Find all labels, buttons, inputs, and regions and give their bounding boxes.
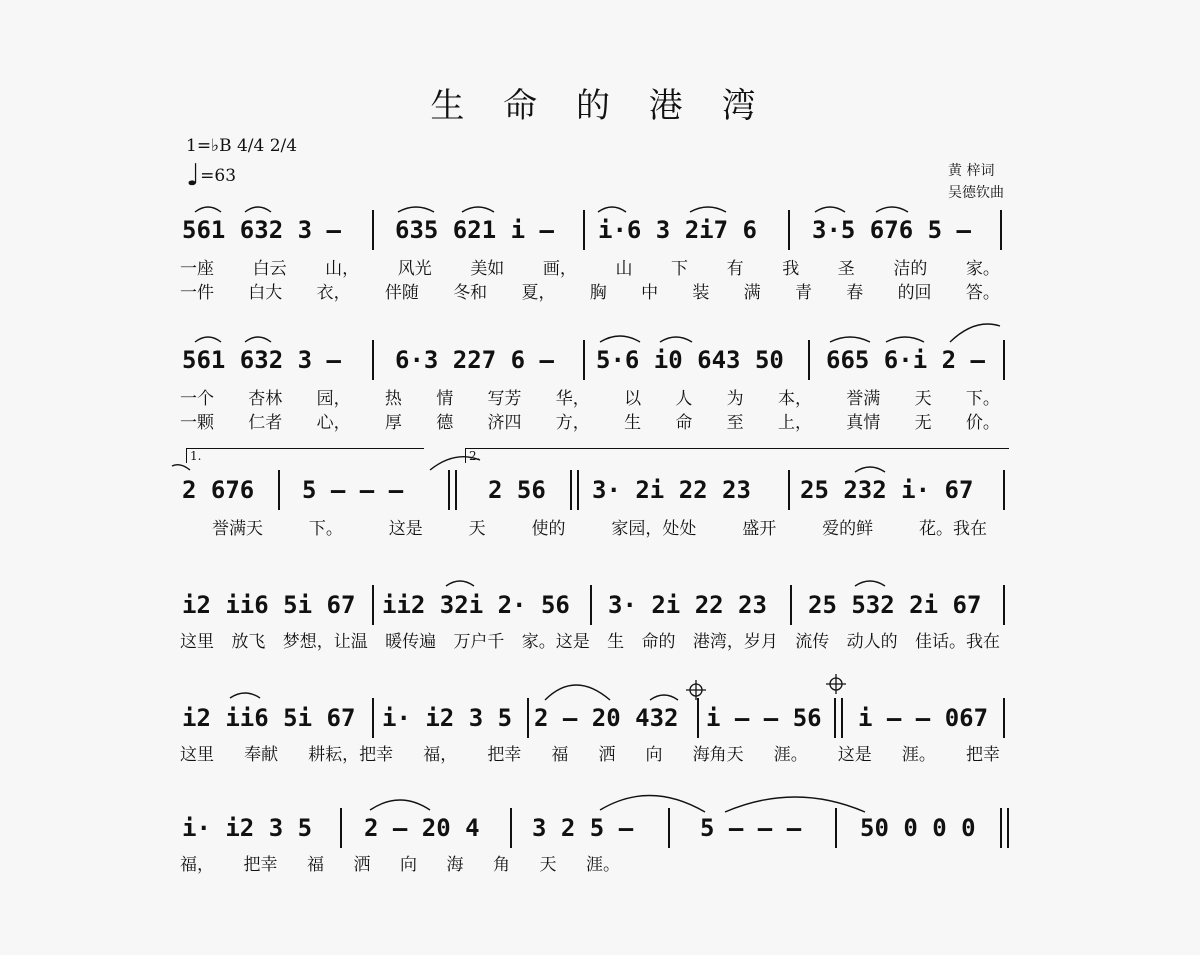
lyric: 耕耘，把幸 (308, 745, 394, 765)
notation-line (0, 470, 1200, 510)
lyric: 我 (782, 259, 800, 279)
lyric: 山， (325, 259, 360, 279)
lyric: 放飞 (231, 632, 266, 652)
lyric: 杏林 (248, 389, 283, 409)
lyric: 流传 (795, 632, 830, 652)
lyric: 动人的 (846, 632, 898, 652)
lyric: 涯。 (901, 745, 936, 765)
lyric: 这里 (180, 745, 214, 765)
lyric: 暖传遍 (385, 632, 437, 652)
volta-2: 2. (465, 448, 1009, 463)
lyric: 福 (551, 745, 569, 765)
barline (372, 585, 374, 625)
measure: i2 ii6 5i 67 (182, 591, 356, 619)
repeat-end-barline (834, 698, 843, 738)
lyrics-verse-1 (180, 740, 1000, 766)
lyric: 夏， (521, 283, 556, 303)
lyric: 真情 (846, 413, 881, 433)
barline (788, 470, 790, 510)
barline (790, 585, 792, 625)
measure: 2 – 20 4 (364, 814, 480, 842)
lyric: 下。 (308, 519, 343, 539)
coda-icon (826, 674, 846, 694)
measure: 3 2 5 – (532, 814, 634, 842)
lyric: 园， (316, 389, 351, 409)
barline (668, 808, 670, 848)
lyric: 天 (914, 389, 932, 409)
lyric: 白大 (248, 283, 283, 303)
lyrics-verse-2 (180, 408, 1000, 434)
lyric: 港湾，岁月 (692, 632, 778, 652)
lyric: 有 (726, 259, 744, 279)
lyrics-verse-1 (180, 254, 1000, 280)
repeat-start-barline (570, 470, 579, 510)
lyric: 白云 (252, 259, 287, 279)
lyrics-verse-1 (180, 850, 620, 876)
lyric: 涯。 (773, 745, 808, 765)
measure: i·6 3 2i7 6 (598, 216, 757, 244)
lyric: 伴随 (384, 283, 419, 303)
measure: 3·5 676 5 – (812, 216, 971, 244)
lyric: 人 (675, 389, 693, 409)
notation-line (0, 340, 1200, 380)
lyric: 价。 (965, 413, 1000, 433)
repeat-end-barline (448, 470, 457, 510)
lyric: 生 (624, 413, 642, 433)
barline (1003, 340, 1005, 380)
measure: 25 532 2i 67 (808, 591, 982, 619)
measure: ii2 32i 2· 56 (382, 591, 570, 619)
measure: 561 632 3 – (182, 216, 341, 244)
lyric: 洒 (353, 855, 371, 875)
lyric: 冬和 (453, 283, 488, 303)
lyrics-verse-1 (180, 627, 1000, 653)
lyric: 佳话。我在 (914, 632, 1000, 652)
lyric: 命的 (641, 632, 676, 652)
barline (510, 808, 512, 848)
lyric: 使的 (531, 519, 566, 539)
lyric: 画， (542, 259, 577, 279)
lyrics-verse-1 (180, 384, 1000, 410)
lyric: 奉献 (244, 745, 279, 765)
lyric: 德 (436, 413, 454, 433)
measure: i – – 067 (858, 704, 989, 732)
measure: 2 – 20 432 (534, 704, 679, 732)
quarter-note-icon: ♩ (186, 158, 201, 193)
barline (340, 808, 342, 848)
lyric: 一个 (180, 389, 214, 409)
lyric: 海 (446, 855, 464, 875)
lyric: 厚 (384, 413, 402, 433)
tempo-marking (186, 158, 297, 194)
key-signature: 1=♭B 4/4 2/4 (186, 136, 298, 156)
lyric: 情 (436, 389, 454, 409)
lyric: 命 (675, 413, 693, 433)
measure: i – – 56 (706, 704, 822, 732)
notation-line (0, 585, 1200, 625)
lyric: 风光 (397, 259, 432, 279)
score-header-left (186, 136, 297, 194)
lyrics-verse-1 (212, 514, 987, 540)
tempo-value: =63 (200, 166, 237, 186)
lyric: 向 (400, 855, 417, 875)
final-barline (1000, 808, 1009, 848)
lyric: 誉满天 (212, 519, 263, 539)
lyric: 下。 (965, 389, 1000, 409)
lyric: 无 (914, 413, 932, 433)
barline (1003, 470, 1005, 510)
lyric: 圣 (837, 259, 855, 279)
coda-icon (686, 680, 706, 700)
lyric: 写芳 (487, 389, 522, 409)
lyric: 一座 (180, 259, 214, 279)
lyric: 涯。 (586, 855, 620, 875)
lyric: 满 (743, 283, 761, 303)
lyric: 花。我在 (919, 519, 987, 539)
barline (372, 210, 374, 250)
barline (278, 470, 280, 510)
lyric: 心， (316, 413, 351, 433)
lyric: 美如 (470, 259, 505, 279)
barline (372, 698, 374, 738)
lyric: 胸 (589, 283, 607, 303)
lyric: 誉满 (846, 389, 881, 409)
barline (372, 340, 374, 380)
lyric: 福， (423, 745, 458, 765)
barline (583, 210, 585, 250)
measure: 635 621 i – (395, 216, 554, 244)
lyric: 方， (555, 413, 590, 433)
lyric: 装 (692, 283, 710, 303)
lyric: 把幸 (487, 745, 522, 765)
volta-1: 1. (186, 448, 424, 463)
barline (1000, 210, 1002, 250)
lyric: 万户千 (453, 632, 505, 652)
measure: 5 – – – (700, 814, 802, 842)
lyric: 这里 (180, 632, 214, 652)
lyric: 福 (307, 855, 324, 875)
measure: 3· 2i 22 23 (592, 476, 751, 504)
lyric: 以 (624, 389, 642, 409)
measure: i2 ii6 5i 67 (182, 704, 356, 732)
notation-line (0, 210, 1200, 250)
lyric: 家园，处处 (611, 519, 697, 539)
lyric: 天 (539, 855, 557, 875)
notation-line (0, 698, 1200, 738)
lyric: 这是 (837, 745, 872, 765)
lyric: 把幸 (243, 855, 278, 875)
measure: 6·3 227 6 – (395, 346, 554, 374)
measure: 25 232 i· 67 (800, 476, 974, 504)
lyric: 海角天 (692, 745, 744, 765)
lyric: 本， (777, 389, 812, 409)
composer-credit: 吴德钦曲 (948, 185, 1004, 201)
measure: 50 0 0 0 (860, 814, 976, 842)
lyric: 洒 (598, 745, 616, 765)
lyric: 盛开 (742, 519, 777, 539)
notation-line (0, 808, 1200, 848)
measure: 5 – – – (302, 476, 404, 504)
measure: 5·6 i0 643 50 (596, 346, 784, 374)
lyric: 至 (726, 413, 744, 433)
lyric: 把幸 (965, 745, 1000, 765)
measure: i· i2 3 5 (182, 814, 313, 842)
lyric: 热 (384, 389, 402, 409)
lyric: 下 (671, 259, 689, 279)
lyric: 华， (555, 389, 590, 409)
barline (1003, 698, 1005, 738)
lyric: 的回 (897, 283, 932, 303)
lyric: 为 (726, 389, 744, 409)
measure: 665 6·i 2 – (826, 346, 985, 374)
barline (835, 808, 837, 848)
measure: 2 676 (182, 476, 255, 504)
lyric: 家。这是 (521, 632, 590, 652)
lyric: 答。 (965, 283, 1000, 303)
lyric: 青 (794, 283, 812, 303)
barline (808, 340, 810, 380)
lyric: 爱的鲜 (822, 519, 874, 539)
barline (590, 585, 592, 625)
lyric: 福， (180, 855, 214, 875)
lyric: 仁者 (248, 413, 283, 433)
measure: 561 632 3 – (182, 346, 341, 374)
lyric: 洁的 (893, 259, 928, 279)
lyric: 生 (607, 632, 625, 652)
lyric: 一颗 (180, 413, 214, 433)
lyric: 梦想，让温 (282, 632, 368, 652)
lyric: 一件 (180, 283, 214, 303)
credits (948, 160, 1004, 204)
lyric: 角 (493, 855, 510, 875)
barline (583, 340, 585, 380)
barline (788, 210, 790, 250)
page-title: 生 命 的 港 湾 (430, 86, 770, 126)
lyric: 家。 (965, 259, 1000, 279)
lyric: 上， (777, 413, 812, 433)
barline (1003, 585, 1005, 625)
lyric: 天 (468, 519, 486, 539)
lyric: 济四 (487, 413, 522, 433)
lyric: 中 (641, 283, 659, 303)
lyric: 这是 (388, 519, 423, 539)
barline (527, 698, 529, 738)
measure: 2 56 (488, 476, 546, 504)
lyric: 衣， (316, 283, 351, 303)
lyric: 春 (846, 283, 864, 303)
lyricist-credit: 黄 梓词 (948, 163, 995, 179)
lyric: 山 (615, 259, 633, 279)
lyrics-verse-2 (180, 278, 1000, 304)
measure: i· i2 3 5 (382, 704, 513, 732)
barline (697, 698, 699, 738)
lyric: 向 (645, 745, 663, 765)
measure: 3· 2i 22 23 (608, 591, 767, 619)
